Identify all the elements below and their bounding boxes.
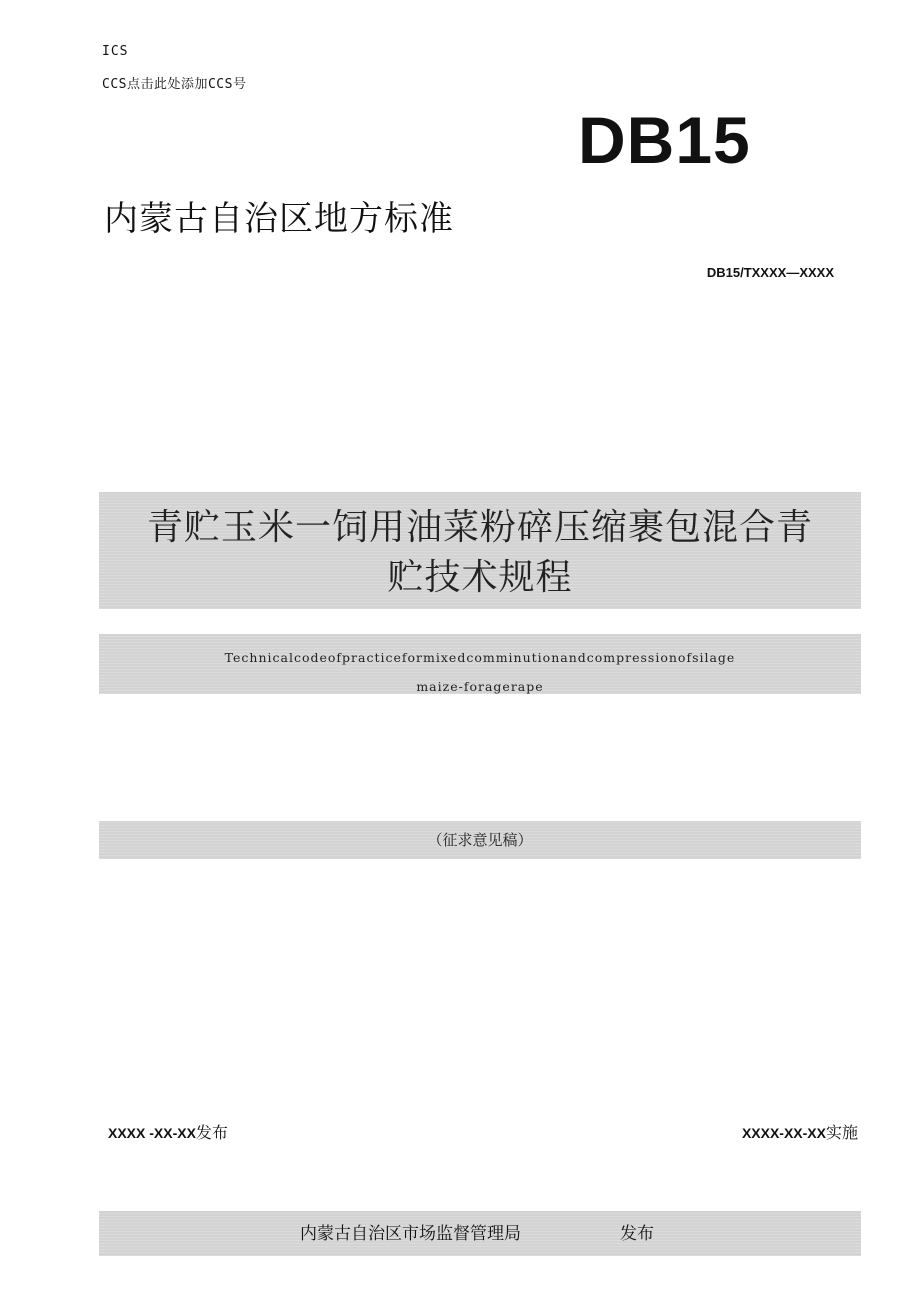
document-title-zh	[99, 503, 861, 603]
implement-date: XXXX-XX-XX	[741, 1125, 826, 1141]
document-title-en	[99, 643, 861, 701]
ccs-label: CCS点击此处添加CCS号	[102, 77, 247, 92]
title-en-line-2: maize-foragerape	[416, 679, 544, 694]
issue-label: 发布	[195, 1123, 228, 1142]
ics-label: ICS	[102, 44, 129, 59]
publish-label: 发布	[620, 1224, 654, 1244]
issue-date: XXXX -XX-XX	[108, 1125, 196, 1141]
implement-date-line	[742, 1122, 858, 1144]
standard-type-title: 内蒙古自治区地方标准	[104, 199, 454, 239]
title-en-line-1: Technicalcodeofpracticeformixedcomminutionandcompressionofsilage	[224, 650, 736, 665]
standard-logo: DB15	[578, 103, 751, 177]
issue-date-line	[108, 1122, 228, 1144]
title-zh-line-1: 青贮玉米一饲用油菜粉碎压缩裹包混合青	[146, 507, 813, 548]
standard-code: DB15/TXXXX—XXXX	[706, 265, 834, 280]
title-zh-line-2: 贮技术规程	[387, 557, 573, 598]
implement-label: 实施	[825, 1123, 858, 1142]
draft-status-label: （征求意见稿）	[427, 831, 533, 849]
publisher-name: 内蒙古自治区市场监督管理局	[300, 1224, 521, 1244]
